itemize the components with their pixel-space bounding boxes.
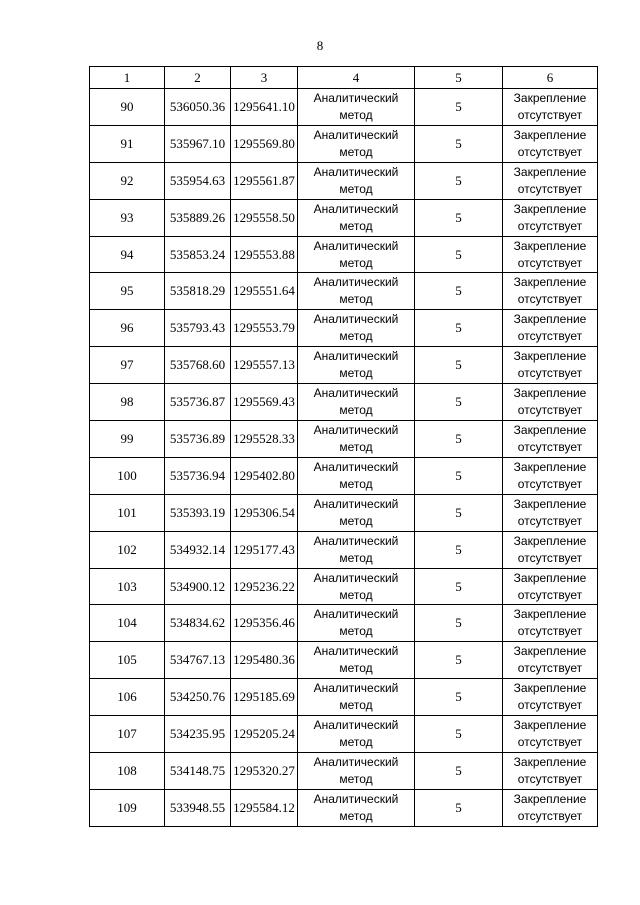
fixation-cell — [503, 568, 598, 605]
y-coordinate-cell: 1295320.27 — [231, 753, 298, 790]
method-line-1: Аналитический — [313, 201, 399, 216]
method-line-2: метод — [339, 255, 373, 270]
method-cell — [298, 679, 415, 716]
fixation-cell — [503, 125, 598, 162]
method-line-2: метод — [339, 771, 373, 786]
accuracy-cell: 5 — [415, 89, 503, 126]
method-line-2: метод — [339, 181, 373, 196]
x-coordinate-cell: 535793.43 — [165, 310, 231, 347]
x-coordinate-cell: 535736.87 — [165, 384, 231, 421]
fixation-line-1: Закрепление — [513, 238, 587, 253]
y-coordinate-cell: 1295558.50 — [231, 199, 298, 236]
point-number-cell: 96 — [90, 310, 165, 347]
point-number-cell: 99 — [90, 421, 165, 458]
fixation-line-2: отсутствует — [517, 661, 583, 676]
column-header-4: 4 — [298, 67, 415, 89]
fixation-line-2: отсутствует — [517, 624, 583, 639]
accuracy-cell: 5 — [415, 310, 503, 347]
y-coordinate-cell: 1295236.22 — [231, 568, 298, 605]
fixation-line-2: отсутствует — [517, 218, 583, 233]
y-coordinate-cell: 1295205.24 — [231, 716, 298, 753]
method-cell — [298, 384, 415, 421]
method-line-2: метод — [339, 439, 373, 454]
x-coordinate-cell: 535853.24 — [165, 236, 231, 273]
y-coordinate-cell: 1295553.79 — [231, 310, 298, 347]
accuracy-cell: 5 — [415, 125, 503, 162]
fixation-line-1: Закрепление — [513, 718, 587, 733]
x-coordinate-cell: 536050.36 — [165, 89, 231, 126]
table-row — [90, 457, 598, 494]
accuracy-cell: 5 — [415, 716, 503, 753]
method-cell — [298, 457, 415, 494]
accuracy-cell: 5 — [415, 421, 503, 458]
fixation-line-1: Закрепление — [513, 275, 587, 290]
point-number-cell: 108 — [90, 753, 165, 790]
point-number-cell: 91 — [90, 125, 165, 162]
column-header-2: 2 — [165, 67, 231, 89]
y-coordinate-cell: 1295561.87 — [231, 162, 298, 199]
point-number-cell: 100 — [90, 457, 165, 494]
x-coordinate-cell: 535736.94 — [165, 457, 231, 494]
x-coordinate-cell: 535393.19 — [165, 494, 231, 531]
point-number-cell: 98 — [90, 384, 165, 421]
coordinates-table — [89, 66, 598, 827]
accuracy-cell: 5 — [415, 347, 503, 384]
y-coordinate-cell: 1295402.80 — [231, 457, 298, 494]
table-row — [90, 236, 598, 273]
fixation-line-2: отсутствует — [517, 476, 583, 491]
x-coordinate-cell: 535768.60 — [165, 347, 231, 384]
method-line-2: метод — [339, 735, 373, 750]
fixation-cell — [503, 531, 598, 568]
accuracy-cell: 5 — [415, 236, 503, 273]
method-cell — [298, 789, 415, 826]
table-row — [90, 531, 598, 568]
fixation-line-1: Закрепление — [513, 349, 587, 364]
x-coordinate-cell: 535954.63 — [165, 162, 231, 199]
y-coordinate-cell: 1295569.43 — [231, 384, 298, 421]
accuracy-cell: 5 — [415, 273, 503, 310]
point-number-cell: 106 — [90, 679, 165, 716]
accuracy-cell: 5 — [415, 605, 503, 642]
accuracy-cell: 5 — [415, 494, 503, 531]
fixation-line-1: Закрепление — [513, 459, 587, 474]
y-coordinate-cell: 1295553.88 — [231, 236, 298, 273]
method-cell — [298, 568, 415, 605]
accuracy-cell: 5 — [415, 642, 503, 679]
method-line-1: Аналитический — [313, 791, 399, 806]
method-line-2: метод — [339, 107, 373, 122]
y-coordinate-cell: 1295584.12 — [231, 789, 298, 826]
method-line-1: Аналитический — [313, 754, 399, 769]
fixation-line-1: Закрепление — [513, 164, 587, 179]
y-coordinate-cell: 1295528.33 — [231, 421, 298, 458]
method-line-2: метод — [339, 624, 373, 639]
y-coordinate-cell: 1295306.54 — [231, 494, 298, 531]
table-row — [90, 89, 598, 126]
table-row — [90, 310, 598, 347]
fixation-cell — [503, 162, 598, 199]
x-coordinate-cell: 534900.12 — [165, 568, 231, 605]
x-coordinate-cell: 534767.13 — [165, 642, 231, 679]
x-coordinate-cell: 535889.26 — [165, 199, 231, 236]
fixation-line-1: Закрепление — [513, 644, 587, 659]
fixation-line-2: отсутствует — [517, 107, 583, 122]
accuracy-cell: 5 — [415, 568, 503, 605]
fixation-line-2: отсутствует — [517, 771, 583, 786]
method-cell — [298, 753, 415, 790]
method-line-1: Аналитический — [313, 422, 399, 437]
fixation-line-2: отсутствует — [517, 550, 583, 565]
method-cell — [298, 531, 415, 568]
method-cell — [298, 273, 415, 310]
method-line-1: Аналитический — [313, 90, 399, 105]
column-header-5: 5 — [415, 67, 503, 89]
fixation-cell — [503, 716, 598, 753]
table-row — [90, 347, 598, 384]
fixation-line-2: отсутствует — [517, 698, 583, 713]
fixation-line-2: отсутствует — [517, 366, 583, 381]
method-cell — [298, 310, 415, 347]
fixation-cell — [503, 494, 598, 531]
point-number-cell: 107 — [90, 716, 165, 753]
accuracy-cell: 5 — [415, 789, 503, 826]
x-coordinate-cell: 534250.76 — [165, 679, 231, 716]
accuracy-cell: 5 — [415, 753, 503, 790]
table-row — [90, 753, 598, 790]
method-line-1: Аналитический — [313, 386, 399, 401]
table-row — [90, 642, 598, 679]
table-row — [90, 679, 598, 716]
method-line-1: Аналитический — [313, 644, 399, 659]
fixation-line-2: отсутствует — [517, 181, 583, 196]
y-coordinate-cell: 1295480.36 — [231, 642, 298, 679]
accuracy-cell: 5 — [415, 531, 503, 568]
point-number-cell: 102 — [90, 531, 165, 568]
point-number-cell: 104 — [90, 605, 165, 642]
x-coordinate-cell: 535967.10 — [165, 125, 231, 162]
y-coordinate-cell: 1295177.43 — [231, 531, 298, 568]
method-line-1: Аналитический — [313, 275, 399, 290]
method-line-1: Аналитический — [313, 238, 399, 253]
y-coordinate-cell: 1295641.10 — [231, 89, 298, 126]
method-line-2: метод — [339, 661, 373, 676]
method-cell — [298, 716, 415, 753]
fixation-line-1: Закрепление — [513, 791, 587, 806]
method-line-2: метод — [339, 292, 373, 307]
y-coordinate-cell: 1295557.13 — [231, 347, 298, 384]
method-line-1: Аналитический — [313, 570, 399, 585]
method-line-2: метод — [339, 587, 373, 602]
fixation-line-1: Закрепление — [513, 127, 587, 142]
table-header-row — [90, 67, 598, 89]
fixation-line-1: Закрепление — [513, 754, 587, 769]
fixation-cell — [503, 457, 598, 494]
point-number-cell: 97 — [90, 347, 165, 384]
method-line-2: метод — [339, 808, 373, 823]
fixation-cell — [503, 310, 598, 347]
method-cell — [298, 494, 415, 531]
table-row — [90, 716, 598, 753]
fixation-line-1: Закрепление — [513, 90, 587, 105]
fixation-cell — [503, 421, 598, 458]
accuracy-cell: 5 — [415, 679, 503, 716]
table-row — [90, 199, 598, 236]
fixation-line-1: Закрепление — [513, 312, 587, 327]
fixation-cell — [503, 789, 598, 826]
point-number-cell: 105 — [90, 642, 165, 679]
fixation-line-2: отсутствует — [517, 292, 583, 307]
point-number-cell: 103 — [90, 568, 165, 605]
x-coordinate-cell: 535736.89 — [165, 421, 231, 458]
table-row — [90, 273, 598, 310]
accuracy-cell: 5 — [415, 384, 503, 421]
y-coordinate-cell: 1295569.80 — [231, 125, 298, 162]
method-line-1: Аналитический — [313, 718, 399, 733]
method-line-2: метод — [339, 403, 373, 418]
x-coordinate-cell: 534235.95 — [165, 716, 231, 753]
column-header-6: 6 — [503, 67, 598, 89]
method-line-2: метод — [339, 329, 373, 344]
method-line-1: Аналитический — [313, 164, 399, 179]
method-cell — [298, 642, 415, 679]
method-cell — [298, 199, 415, 236]
method-line-1: Аналитический — [313, 607, 399, 622]
fixation-line-1: Закрепление — [513, 681, 587, 696]
method-line-2: метод — [339, 476, 373, 491]
fixation-cell — [503, 605, 598, 642]
table-row — [90, 421, 598, 458]
accuracy-cell: 5 — [415, 199, 503, 236]
fixation-line-2: отсутствует — [517, 144, 583, 159]
fixation-cell — [503, 642, 598, 679]
method-cell — [298, 236, 415, 273]
x-coordinate-cell: 534834.62 — [165, 605, 231, 642]
table-row — [90, 125, 598, 162]
fixation-line-2: отсутствует — [517, 735, 583, 750]
fixation-line-2: отсутствует — [517, 513, 583, 528]
fixation-line-2: отсутствует — [517, 329, 583, 344]
fixation-line-2: отсутствует — [517, 587, 583, 602]
fixation-line-1: Закрепление — [513, 607, 587, 622]
table-row — [90, 494, 598, 531]
fixation-cell — [503, 679, 598, 716]
y-coordinate-cell: 1295551.64 — [231, 273, 298, 310]
method-line-2: метод — [339, 513, 373, 528]
fixation-cell — [503, 347, 598, 384]
method-line-1: Аналитический — [313, 127, 399, 142]
fixation-line-1: Закрепление — [513, 201, 587, 216]
method-line-2: метод — [339, 366, 373, 381]
point-number-cell: 93 — [90, 199, 165, 236]
point-number-cell: 92 — [90, 162, 165, 199]
fixation-line-1: Закрепление — [513, 422, 587, 437]
method-cell — [298, 162, 415, 199]
fixation-line-2: отсутствует — [517, 439, 583, 454]
x-coordinate-cell: 533948.55 — [165, 789, 231, 826]
accuracy-cell: 5 — [415, 162, 503, 199]
method-line-2: метод — [339, 144, 373, 159]
page-number: 8 — [316, 38, 324, 53]
column-header-1: 1 — [90, 67, 165, 89]
y-coordinate-cell: 1295185.69 — [231, 679, 298, 716]
point-number-cell: 90 — [90, 89, 165, 126]
fixation-line-1: Закрепление — [513, 570, 587, 585]
fixation-cell — [503, 273, 598, 310]
fixation-cell — [503, 236, 598, 273]
fixation-cell — [503, 199, 598, 236]
column-header-3: 3 — [231, 67, 298, 89]
method-cell — [298, 89, 415, 126]
table-row — [90, 384, 598, 421]
table-body — [90, 89, 598, 827]
method-line-1: Аналитический — [313, 496, 399, 511]
table-row — [90, 162, 598, 199]
method-line-2: метод — [339, 698, 373, 713]
method-cell — [298, 125, 415, 162]
point-number-cell: 95 — [90, 273, 165, 310]
x-coordinate-cell: 535818.29 — [165, 273, 231, 310]
fixation-line-2: отсутствует — [517, 808, 583, 823]
table-row — [90, 789, 598, 826]
method-line-1: Аналитический — [313, 349, 399, 364]
fixation-cell — [503, 384, 598, 421]
point-number-cell: 109 — [90, 789, 165, 826]
method-line-1: Аналитический — [313, 533, 399, 548]
method-line-2: метод — [339, 218, 373, 233]
table-row — [90, 568, 598, 605]
point-number-cell: 94 — [90, 236, 165, 273]
method-line-1: Аналитический — [313, 681, 399, 696]
fixation-line-1: Закрепление — [513, 496, 587, 511]
table-row — [90, 605, 598, 642]
method-line-1: Аналитический — [313, 312, 399, 327]
point-number-cell: 101 — [90, 494, 165, 531]
fixation-line-1: Закрепление — [513, 533, 587, 548]
method-cell — [298, 605, 415, 642]
fixation-line-2: отсутствует — [517, 403, 583, 418]
x-coordinate-cell: 534932.14 — [165, 531, 231, 568]
fixation-cell — [503, 753, 598, 790]
method-line-1: Аналитический — [313, 459, 399, 474]
method-cell — [298, 421, 415, 458]
method-line-2: метод — [339, 550, 373, 565]
y-coordinate-cell: 1295356.46 — [231, 605, 298, 642]
method-cell — [298, 347, 415, 384]
accuracy-cell: 5 — [415, 457, 503, 494]
fixation-cell — [503, 89, 598, 126]
fixation-line-2: отсутствует — [517, 255, 583, 270]
fixation-line-1: Закрепление — [513, 386, 587, 401]
x-coordinate-cell: 534148.75 — [165, 753, 231, 790]
